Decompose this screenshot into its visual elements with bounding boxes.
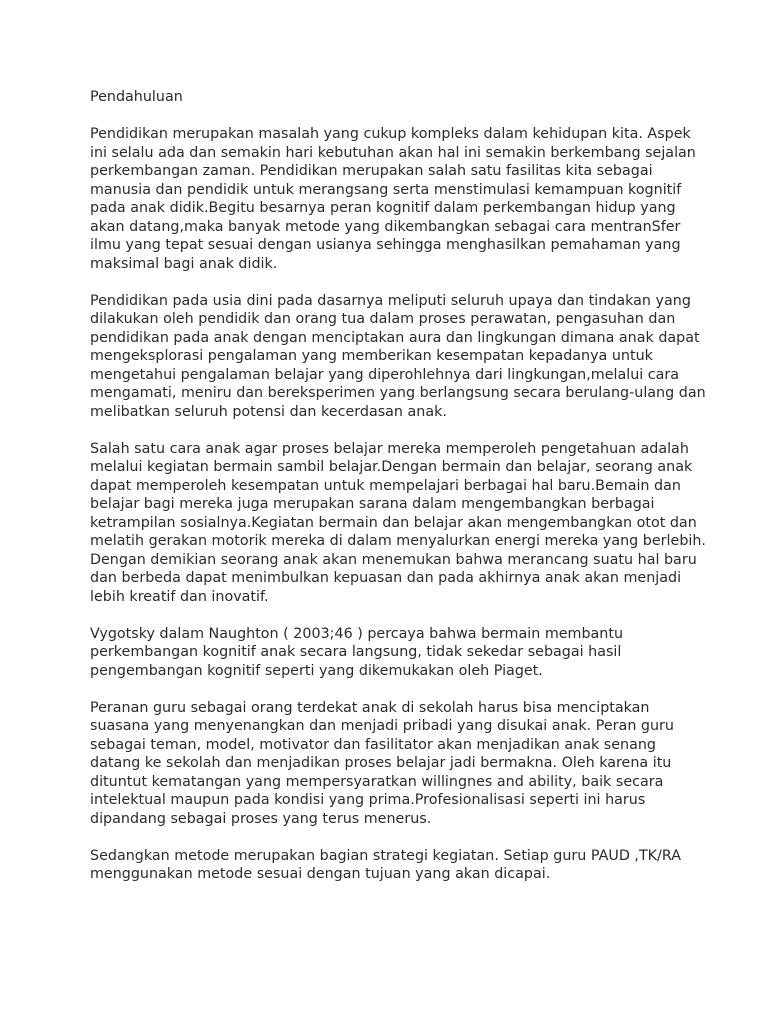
paragraph-line: maksimal bagi anak didik.	[90, 255, 278, 272]
paragraph-line: manusia dan pendidik untuk merangsang serta menstimulasi kemampuan kognitif	[90, 181, 682, 198]
document-paragraph	[90, 125, 698, 273]
paragraph-line: Sedangkan metode merupakan bagian strategi kegiatan. Setiap guru PAUD ,TK/RA	[90, 847, 682, 864]
paragraph-line: ketrampilan sosialnya.Kegiatan bermain dan belajar akan mengembangkan otot dan	[90, 514, 697, 531]
document-body	[90, 125, 706, 884]
paragraph-line: suasana yang menyenangkan dan menjadi pribadi yang disukai anak. Peran guru	[90, 718, 674, 734]
paragraph-line: Pendidikan merupakan masalah yang cukup kompleks dalam kehidupan kita. Aspek	[90, 126, 691, 142]
paragraph-line: dapat memperoleh kesempatan untuk mempelajari berbagai hal baru.Bemain dan	[90, 477, 681, 494]
paragraph-line: melibatkan seluruh potensi dan kecerdasan anak.	[90, 403, 447, 420]
paragraph-line: dituntut kematangan yang mempersyaratkan willingnes and ability, baik secara	[90, 773, 664, 790]
paragraph-line: dan berbeda dapat menimbulkan kepuasan dan pada akhirnya anak akan menjadi	[90, 570, 682, 586]
paragraph-line: Pendidikan pada usia dini pada dasarnya meliputi seluruh upaya dan tindakan yang	[90, 292, 691, 309]
paragraph-line: datang ke sekolah dan menjadikan proses belajar jadi bermakna. Oleh karena itu	[90, 755, 672, 771]
document-paragraph	[90, 292, 706, 422]
paragraph-line: pendidikan pada anak dengan menciptakan aura dan lingkungan dimana anak dapat	[90, 329, 700, 346]
paragraph-line: Dengan demikian seorang anak akan menemukan bahwa merancang suatu hal baru	[90, 551, 697, 568]
paragraph-line: melatih gerakan motorik mereka di dalam menyalurkan energi mereka yang berlebih.	[90, 533, 706, 549]
paragraph-line: Salah satu cara anak agar proses belajar mereka memperoleh pengetahuan adalah	[90, 440, 689, 457]
paragraph-line: intelektual maupun pada kondisi yang prima.Profesionalisasi seperti ini harus	[90, 792, 646, 808]
paragraph-line: pada anak didik.Begitu besarnya peran kognitif dalam perkembangan hidup yang	[90, 200, 676, 216]
paragraph-line: mengeksplorasi pengalaman yang memberikan kesempatan kepadanya untuk	[90, 348, 653, 364]
paragraph-line: menggunakan metode sesuai dengan tujuan yang akan dicapai.	[90, 866, 551, 882]
document-heading: Pendahuluan	[90, 89, 183, 105]
paragraph-line: Peranan guru sebagai orang terdekat anak di sekolah harus bisa menciptakan	[90, 699, 650, 716]
paragraph-line: ilmu yang tepat sesuai dengan usianya sehingga menghasilkan pemahaman yang	[90, 237, 681, 253]
paragraph-line: perkembangan kognitif anak secara langsung, tidak sekedar sebagai hasil	[90, 644, 622, 660]
paragraph-line: ini selalu ada dan semakin hari kebutuhan akan hal ini semakin berkembang sejalan	[90, 144, 696, 161]
paragraph-line: mengetahui pengalaman belajar yang diperohlehnya dari lingkungan,melalui cara	[90, 366, 680, 383]
paragraph-line: melalui kegiatan bermain sambil belajar.Dengan bermain dan belajar, seorang anak	[90, 459, 693, 475]
paragraph-line: perkembangan zaman. Pendidikan merupakan salah satu fasilitas kita sebagai	[90, 163, 653, 179]
paragraph-line: dipandang sebagai proses yang terus menerus.	[90, 810, 432, 827]
paragraph-line: lebih kreatif dan inovatif.	[90, 588, 269, 605]
paragraph-line: belajar bagi mereka juga merupakan sarana dalam mengembangkan berbagai	[90, 496, 655, 512]
paragraph-line: pengembangan kognitif seperti yang dikemukakan oleh Piaget.	[90, 662, 543, 679]
document-paragraph	[90, 847, 698, 884]
paragraph-line: Vygotsky dalam Naughton ( 2003;46 ) percaya bahwa bermain membantu	[90, 625, 624, 642]
document-paragraph	[90, 625, 698, 681]
document-paragraph	[90, 440, 706, 607]
paragraph-line: dilakukan oleh pendidik dan orang tua dalam proses perawatan, pengasuhan dan	[90, 311, 676, 327]
paragraph-line: sebagai teman, model, motivator dan fasilitator akan menjadikan anak senang	[90, 736, 656, 753]
document-paragraph	[90, 699, 698, 829]
paragraph-line: akan datang,maka banyak metode yang dikembangkan sebagai cara mentranSfer	[90, 218, 681, 235]
paragraph-line: mengamati, meniru dan bereksperimen yang berlangsung secara berulang-ulang dan	[90, 385, 706, 401]
